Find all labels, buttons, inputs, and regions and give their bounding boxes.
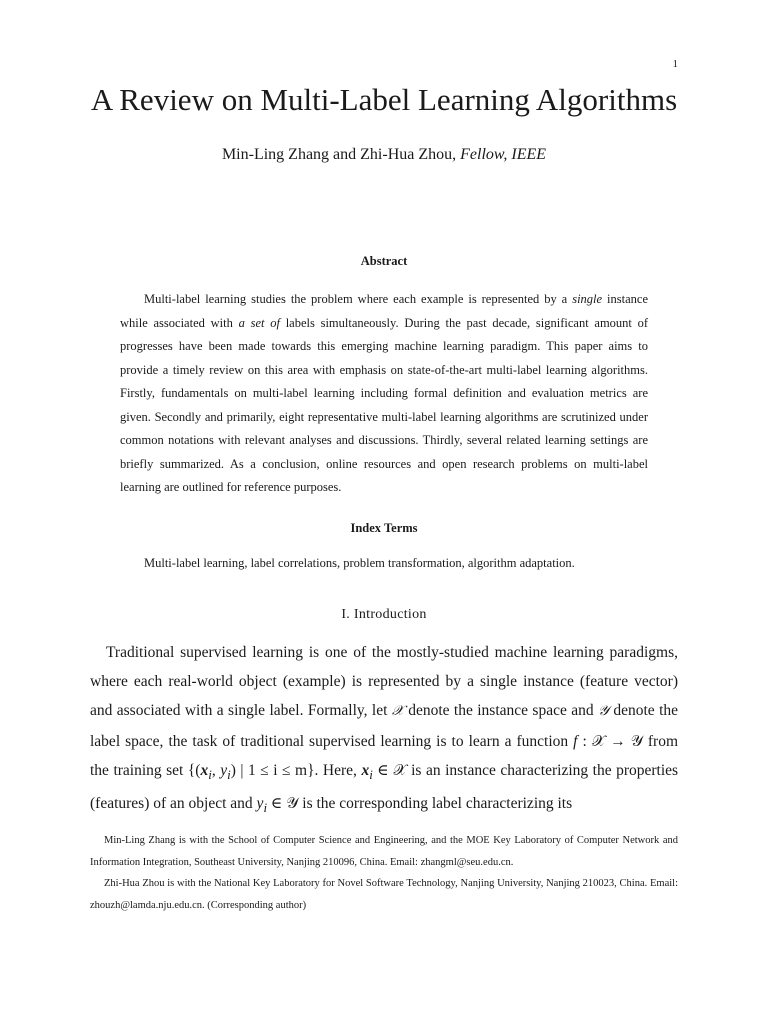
paper-title: A Review on Multi-Label Learning Algorithms xyxy=(90,82,678,117)
abstract-text-2: instance while associated with xyxy=(120,292,648,330)
intro-text-2: denote the instance space and xyxy=(408,702,594,720)
abstract-emphasis-single: single xyxy=(572,292,603,306)
footnote-zhou: Zhi-Hua Zhou is with the National Key Laboratory for Novel Software Technology, Nanjing University, Nanjing 210023, China. Email: zhouzh@lamda.nju.edu.cn. (Corresponding author) xyxy=(90,878,678,911)
intro-text-6: ∈ 𝒴 is the corresponding label characterizing its xyxy=(270,795,573,813)
intro-text-1: Traditional supervised learning is one of the mostly-studied machine learning paradigms, where each real-world object (example) is represented by a single instance (feature vector) and associated with a single label. Formally, let xyxy=(90,644,678,720)
author-fellow: Fellow, IEEE xyxy=(460,146,547,163)
pair-comma: , xyxy=(211,761,216,779)
index-subscript: i xyxy=(263,800,268,816)
abstract-text-1: Multi-label learning studies the problem where each example is represented by a xyxy=(144,292,568,306)
abstract-text-3: labels simultaneously. During the past decade, significant amount of progresses have been made towards this emerging machine learning paradigm. This paper aims to provide a timely review on this area with emphasis on state-of-the-art multi-label learning algorithms. Firstly, fundamentals on multi-label learning including formal definition and evaluation metrics are given. Secondly and primarily, eight representative multi-label learning algorithms are scrutinized under common notations with relevant analyses and discussions. Thirdly, several related learning settings are briefly summarized. As a conclusion, online resources and open research problems on multi-label learning are outlined for reference purposes. xyxy=(120,315,649,494)
function-symbol: f xyxy=(573,732,578,750)
abstract-emphasis-set: a set of xyxy=(238,315,280,330)
author-names: Min-Ling Zhang and Zhi-Hua Zhou, xyxy=(221,146,457,163)
index-terms-body: Multi-label learning, label correlations, problem transformation, algorithm adaptation. xyxy=(144,556,575,570)
instance-vector-symbol: x xyxy=(200,761,209,779)
label-symbol: y xyxy=(220,761,228,779)
instance-vector-symbol: x xyxy=(361,761,370,779)
set-condition: ) | 1 ≤ i ≤ m}. Here, xyxy=(230,761,357,779)
label-space-symbol: 𝒴 xyxy=(598,703,609,720)
footnotes xyxy=(90,830,678,916)
intro-text-5: ∈ 𝒳 is an instance characterizing the properties (features) of an object and xyxy=(90,761,679,813)
author-line xyxy=(0,146,768,164)
intro-text-4: from the training set {( xyxy=(90,732,679,779)
abstract-body xyxy=(120,288,648,500)
index-subscript: i xyxy=(208,766,212,782)
footnote-zhang: Min-Ling Zhang is with the School of Computer Science and Engineering, and the MOE Key Laboratory of Computer Network and Information Integration, Southeast University, Nanjing 210096, China. Email: zhangml@seu.edu.cn. xyxy=(90,835,678,868)
section-heading-introduction: I. Introduction xyxy=(341,607,427,622)
function-mapping: : 𝒳 → 𝒴 xyxy=(582,732,643,750)
instance-space-symbol: 𝒳 xyxy=(391,703,404,720)
index-subscript: i xyxy=(227,766,231,782)
label-symbol: y xyxy=(256,795,264,813)
introduction-paragraph xyxy=(90,638,678,822)
index-subscript: i xyxy=(369,766,373,782)
page-number: 1 xyxy=(672,58,678,70)
index-terms-heading: Index Terms xyxy=(350,521,418,535)
intro-text-3: denote the label space, the task of traditional supervised learning is to learn a function xyxy=(90,702,679,750)
abstract-heading: Abstract xyxy=(360,254,408,268)
